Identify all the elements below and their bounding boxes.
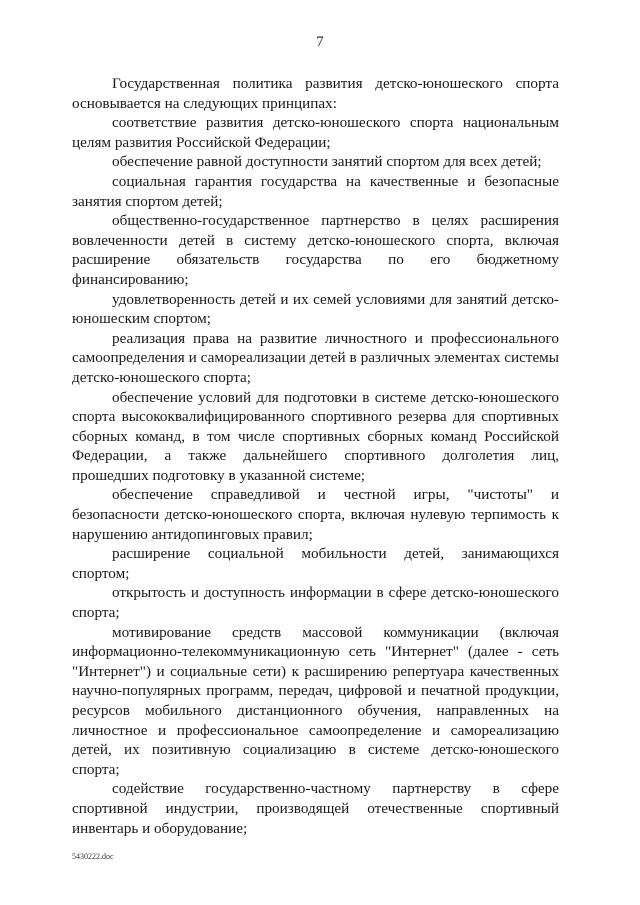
principle-item: расширение социальной мобильности детей, занимающихся спортом; xyxy=(72,545,559,582)
intro-paragraph: Государственная политика развития детско-юношеского спорта основывается на следующих принципах: xyxy=(72,75,559,112)
principle-item: соответствие развития детско-юношеского спорта национальным целям развития Российской Федерации; xyxy=(72,114,559,151)
principle-item: социальная гарантия государства на качественные и безопасные занятия спортом детей; xyxy=(72,172,559,210)
page-number: 7 xyxy=(316,34,324,50)
principle-item: удовлетворенность детей и их семей условиями для занятий детско-юношеским спортом; xyxy=(72,290,559,328)
principle-item: обеспечение справедливой и честной игры, "чистоты" и безопасности детско-юношеского спорта, включая нулевую терпимость к нарушению антидопинговых правил; xyxy=(72,486,559,543)
principle-item: обеспечение условий для подготовки в системе детско-юношеского спорта высококвалифицированного спортивного резерва для спортивных сборных команд, в том числе спортивных сборных команд Российской Федерации, а также дальнейшего спортивного долголетия лиц, прошедших подготовку в указанной системе; xyxy=(72,388,559,484)
principle-item: общественно-государственное партнерство в целях расширения вовлеченности детей в систему детско-юношеского спорта, включая расширение обязательств государства по его бюджетному финансированию; xyxy=(72,212,559,288)
document-footer: 5430222.doc xyxy=(72,852,114,861)
principle-item: обеспечение равной доступности занятий спортом для всех детей; xyxy=(112,153,542,171)
principle-item: открытость и доступность информации в сфере детско-юношеского спорта; xyxy=(72,584,559,622)
principle-item: реализация права на развитие личностного и профессионального самоопределения и самореализации детей в различных элементах системы детско-юношеского спорта; xyxy=(72,329,559,386)
principle-item: содействие государственно-частному партнерству в сфере спортивной индустрии, производящей отечественные спортивный инвентарь и оборудование; xyxy=(72,780,559,837)
document-body xyxy=(72,74,559,838)
principle-item: мотивирование средств массовой коммуникации (включая информационно-телекоммуникационную сеть "Интернет" (далее - сеть "Интернет") и социальные сети) к расширению репертуара качественных научно-популярных программ, передач, цифровой и печатной продукции, ресурсов мобильного дистанционного обучения, направленных на личностное и профессиональное самоопределение и самореализацию детей, их позитивную социализацию в системе детско-юношеского спорта; xyxy=(72,623,559,778)
